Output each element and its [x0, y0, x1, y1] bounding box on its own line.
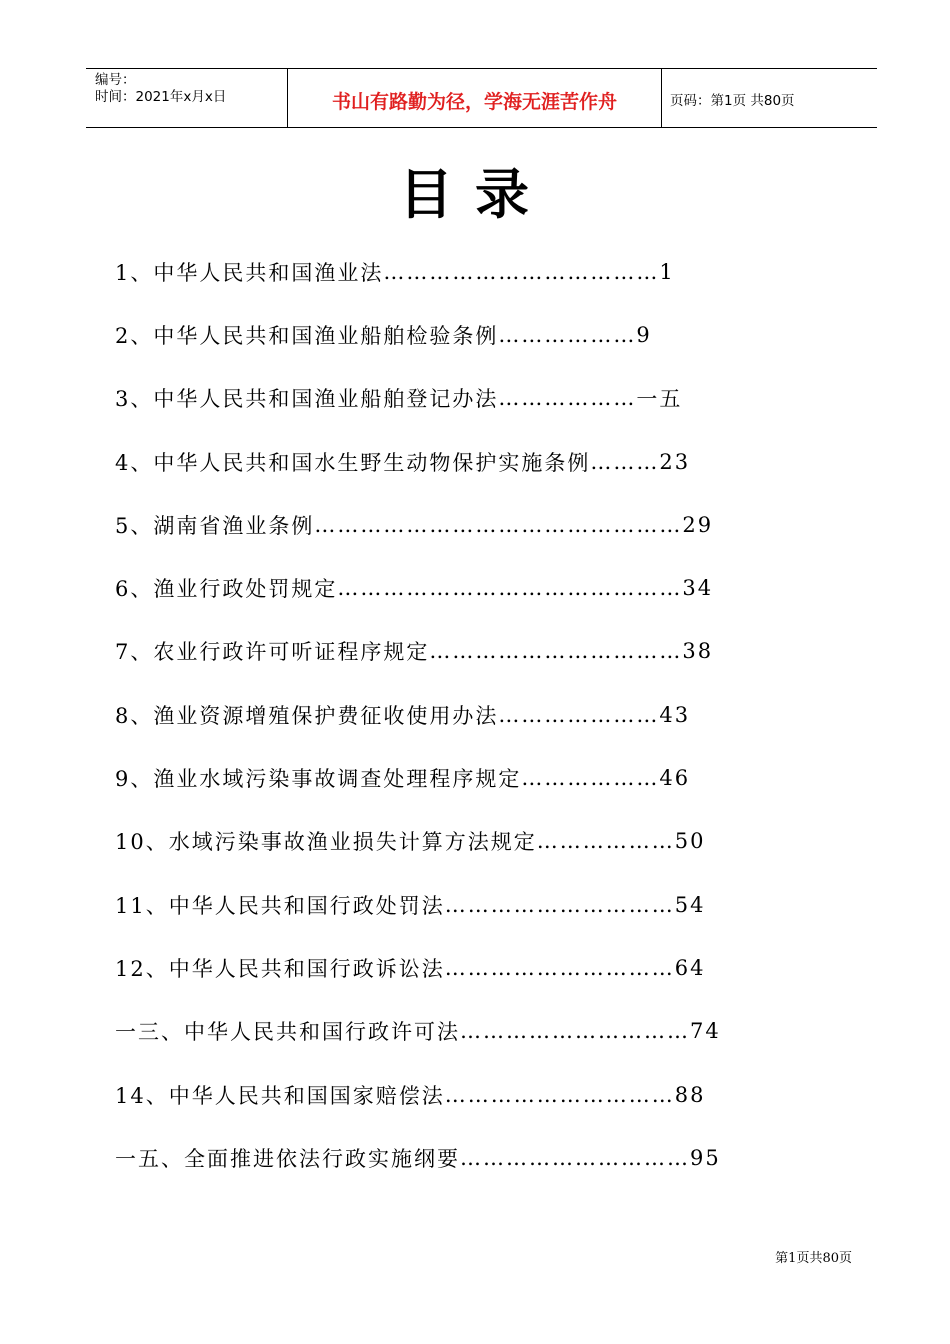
- toc-item-label: 3、中华人民共和国渔业船舶登记办法: [115, 387, 499, 412]
- toc-item-label: 9、渔业水域污染事故调查处理程序规定: [115, 767, 522, 792]
- toc-item[interactable]: [115, 303, 835, 366]
- toc-item[interactable]: [115, 240, 835, 303]
- toc-item-page: 64: [674, 955, 706, 980]
- toc-item-page: 50: [674, 829, 706, 854]
- toc-item[interactable]: [115, 367, 835, 430]
- toc-item[interactable]: [115, 556, 835, 619]
- toc-item-page: 43: [659, 702, 691, 727]
- header-page-info: 页码：第1页 共80页: [670, 93, 795, 109]
- toc-item[interactable]: [115, 493, 835, 556]
- toc-item-page: 95: [690, 1145, 721, 1170]
- footer-page-info: 第1页共80页: [775, 1251, 852, 1266]
- toc-item-leader: …………………………: [460, 1019, 690, 1044]
- document-header: [86, 68, 877, 128]
- toc-item-leader: ………………………………: [383, 259, 660, 284]
- toc-item-leader: ………………: [536, 829, 675, 854]
- toc-item[interactable]: [115, 873, 835, 936]
- table-of-contents: [115, 240, 835, 1189]
- toc-item-page: 74: [690, 1019, 721, 1044]
- toc-item-leader: …………………………: [444, 1082, 675, 1107]
- toc-item-leader: …………………………: [444, 955, 675, 980]
- toc-item[interactable]: [115, 683, 835, 746]
- header-motto: 书山有路勤为径，学海无涯苦作舟: [288, 69, 662, 127]
- toc-item-label: 一三、中华人民共和国行政许可法: [115, 1020, 460, 1045]
- toc-item-leader: …………………………………………: [314, 512, 683, 537]
- toc-item-page: 54: [674, 892, 706, 917]
- toc-item-page: 34: [682, 576, 714, 601]
- header-meta: [86, 69, 288, 127]
- toc-item-leader: ………………: [521, 766, 660, 791]
- toc-item-page: 1: [659, 259, 675, 284]
- toc-item-label: 12、中华人民共和国行政诉讼法: [115, 956, 445, 981]
- toc-item-label: 1、中华人民共和国渔业法: [115, 260, 384, 285]
- time-label: 时间：2021年x月x日: [95, 89, 227, 105]
- toc-item-leader: ………………: [498, 322, 637, 347]
- toc-item-leader: …………………………: [444, 892, 675, 917]
- toc-item[interactable]: [115, 1063, 835, 1126]
- toc-item-label: 7、农业行政许可听证程序规定: [115, 640, 430, 665]
- toc-item-leader: ………………: [498, 386, 637, 411]
- toc-item-label: 4、中华人民共和国水生野生动物保护实施条例: [115, 450, 591, 475]
- toc-item[interactable]: [115, 810, 835, 873]
- page-title: 目录: [399, 163, 551, 226]
- toc-item-leader: ……………………………: [429, 639, 683, 664]
- toc-item-page: 88: [674, 1082, 706, 1107]
- toc-item[interactable]: [115, 936, 835, 999]
- toc-item-page: 一五: [636, 387, 683, 412]
- toc-item-page: 9: [636, 322, 652, 347]
- toc-item-leader: …………………: [498, 702, 660, 727]
- toc-item-leader: ………: [590, 449, 660, 474]
- toc-item-label: 6、渔业行政处罚规定: [115, 577, 338, 602]
- toc-item[interactable]: [115, 430, 835, 493]
- toc-item-label: 8、渔业资源增殖保护费征收使用办法: [115, 703, 499, 728]
- toc-item[interactable]: [115, 1000, 835, 1063]
- toc-item-page: 46: [659, 766, 691, 791]
- toc-item-label: 11、中华人民共和国行政处罚法: [115, 893, 445, 918]
- toc-item-leader: ………………………………………: [337, 576, 683, 601]
- toc-item[interactable]: [115, 620, 835, 683]
- toc-item[interactable]: [115, 1126, 835, 1189]
- toc-item[interactable]: [115, 746, 835, 809]
- toc-item-page: 38: [682, 639, 714, 664]
- toc-item-page: 23: [659, 449, 691, 474]
- toc-item-label: 5、湖南省渔业条例: [115, 513, 315, 538]
- toc-item-label: 一五、全面推进依法行政实施纲要: [115, 1146, 460, 1171]
- toc-item-label: 2、中华人民共和国渔业船舶检验条例: [115, 323, 499, 348]
- code-label: 编号：: [95, 72, 136, 88]
- toc-item-page: 29: [682, 512, 714, 537]
- toc-item-label: 10、水域污染事故渔业损失计算方法规定: [115, 830, 537, 855]
- toc-item-leader: …………………………: [460, 1145, 690, 1170]
- toc-item-label: 14、中华人民共和国国家赔偿法: [115, 1083, 445, 1108]
